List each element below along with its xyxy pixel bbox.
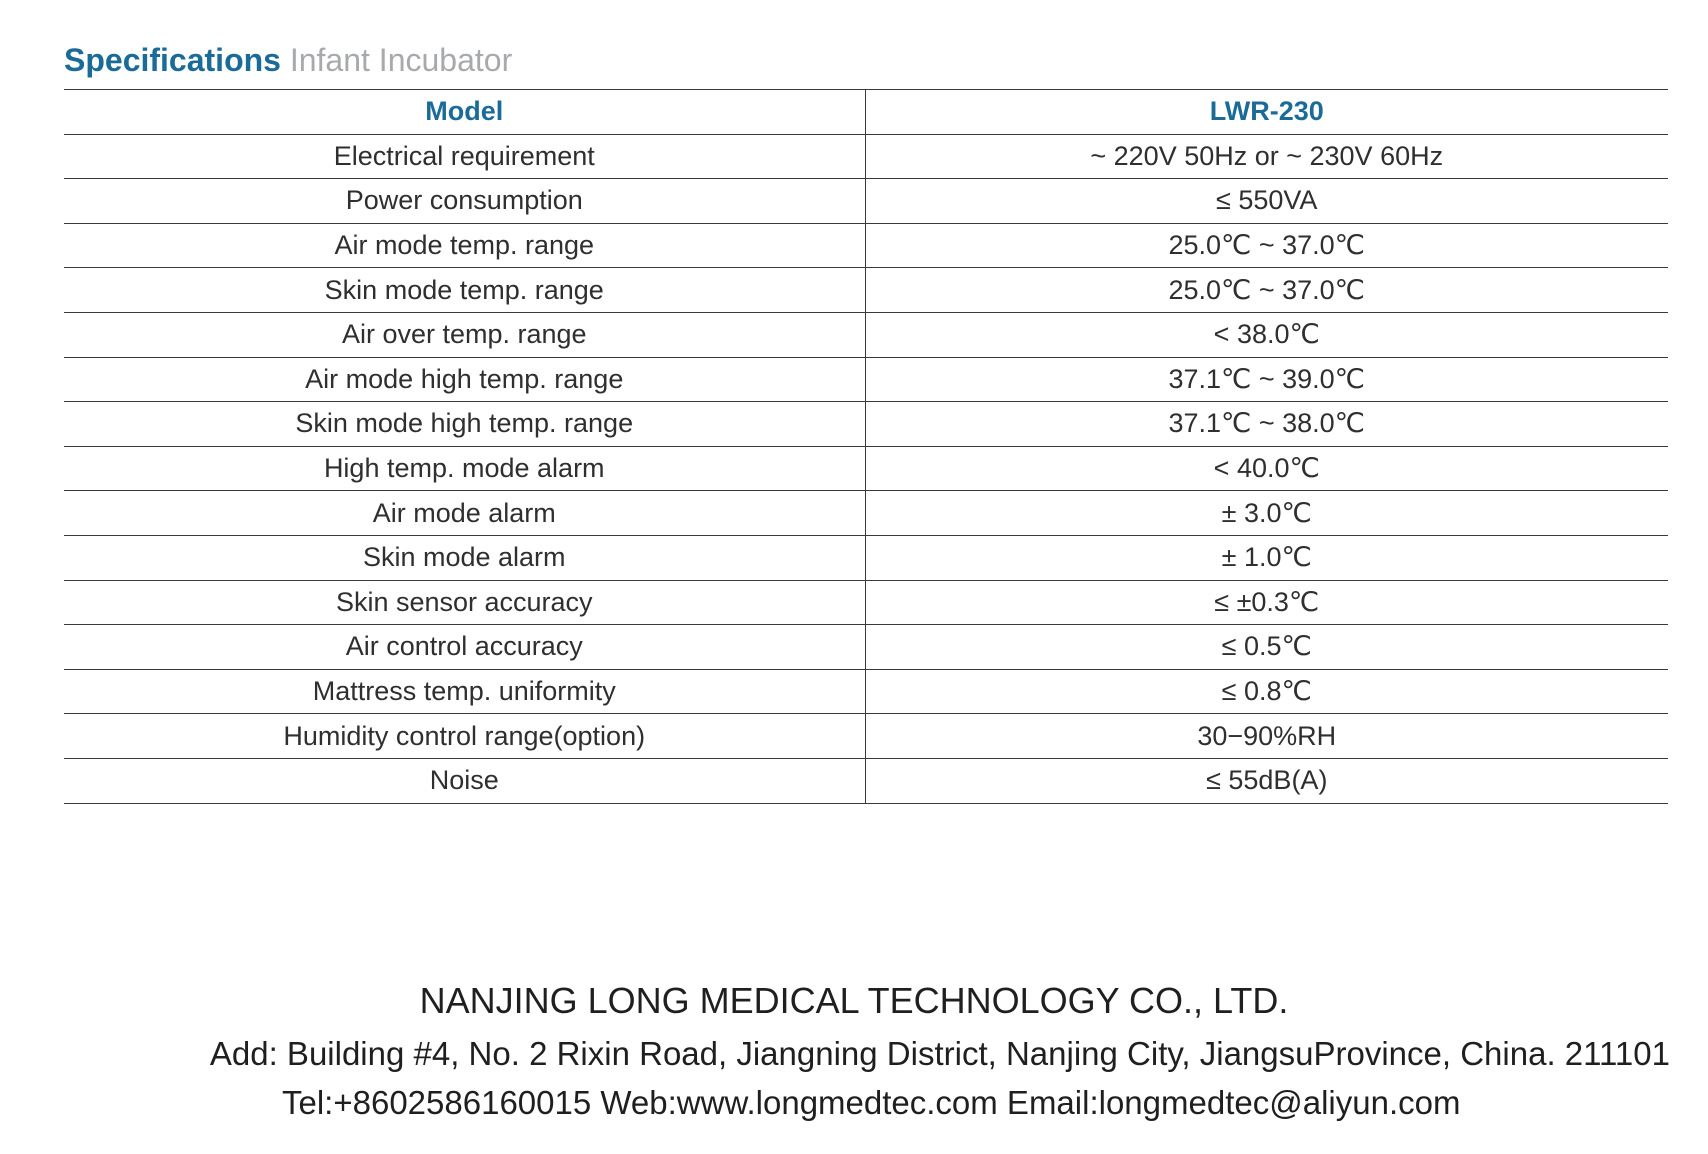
- spec-label: Air control accuracy: [64, 625, 865, 670]
- company-address: Add: Building #4, No. 2 Rixin Road, Jiangning District, Nanjing City, JiangsuProvince, China. 211101: [209, 1035, 1670, 1072]
- spec-value: ≤ ±0.3℃: [865, 580, 1668, 625]
- table-row: [64, 223, 1668, 268]
- spec-label: Mattress temp. uniformity: [64, 669, 865, 714]
- table-row: [64, 312, 1668, 357]
- spec-value: 25.0℃ ~ 37.0℃: [865, 268, 1668, 313]
- table-row: [64, 580, 1668, 625]
- spec-label: Humidity control range(option): [64, 714, 865, 759]
- page-title: [64, 40, 512, 80]
- spec-rows: [64, 134, 1668, 803]
- table-row: [64, 714, 1668, 759]
- table-row: [64, 758, 1668, 803]
- spec-label: Skin mode temp. range: [64, 268, 865, 313]
- table-row: [64, 535, 1668, 580]
- spec-label: Air mode high temp. range: [64, 357, 865, 402]
- spec-value: ± 3.0℃: [865, 491, 1668, 536]
- spec-label: Electrical requirement: [64, 134, 865, 179]
- spec-value: < 38.0℃: [865, 312, 1668, 357]
- spec-value: ≤ 55dB(A): [865, 758, 1668, 803]
- spec-label: Air mode alarm: [64, 491, 865, 536]
- table-header-row: [64, 90, 1668, 135]
- title-product: Infant Incubator: [289, 42, 513, 78]
- table-row: [64, 357, 1668, 402]
- spec-value: 37.1℃ ~ 39.0℃: [865, 357, 1668, 402]
- company-name: NANJING LONG MEDICAL TECHNOLOGY CO., LTD.: [419, 980, 1289, 1021]
- spec-value: 25.0℃ ~ 37.0℃: [865, 223, 1668, 268]
- header-value: LWR-230: [865, 90, 1668, 135]
- spec-table: [64, 89, 1668, 804]
- spec-label: Skin sensor accuracy: [64, 580, 865, 625]
- spec-value: 37.1℃ ~ 38.0℃: [865, 402, 1668, 447]
- spec-value: 30−90%RH: [865, 714, 1668, 759]
- table-row: [64, 268, 1668, 313]
- spec-label: High temp. mode alarm: [64, 446, 865, 491]
- table-row: [64, 179, 1668, 224]
- spec-value: < 40.0℃: [865, 446, 1668, 491]
- spec-value: ≤ 550VA: [865, 179, 1668, 224]
- table-row: [64, 669, 1668, 714]
- title-specifications: Specifications: [64, 42, 281, 78]
- table-row: [64, 625, 1668, 670]
- spec-value: ≤ 0.8℃: [865, 669, 1668, 714]
- spec-label: Air over temp. range: [64, 312, 865, 357]
- spec-value: ~ 220V 50Hz or ~ 230V 60Hz: [865, 134, 1668, 179]
- spec-label: Power consumption: [64, 179, 865, 224]
- spec-label: Skin mode alarm: [64, 535, 865, 580]
- spec-label: Noise: [64, 758, 865, 803]
- table-row: [64, 446, 1668, 491]
- spec-value: ± 1.0℃: [865, 535, 1668, 580]
- header-label: Model: [64, 90, 865, 135]
- spec-value: ≤ 0.5℃: [865, 625, 1668, 670]
- table-row: [64, 402, 1668, 447]
- table-row: [64, 134, 1668, 179]
- spec-label: Skin mode high temp. range: [64, 402, 865, 447]
- spec-label: Air mode temp. range: [64, 223, 865, 268]
- table-row: [64, 491, 1668, 536]
- company-contact: Tel:+8602586160015 Web:www.longmedtec.com Email:longmedtec@aliyun.com: [282, 1084, 1461, 1121]
